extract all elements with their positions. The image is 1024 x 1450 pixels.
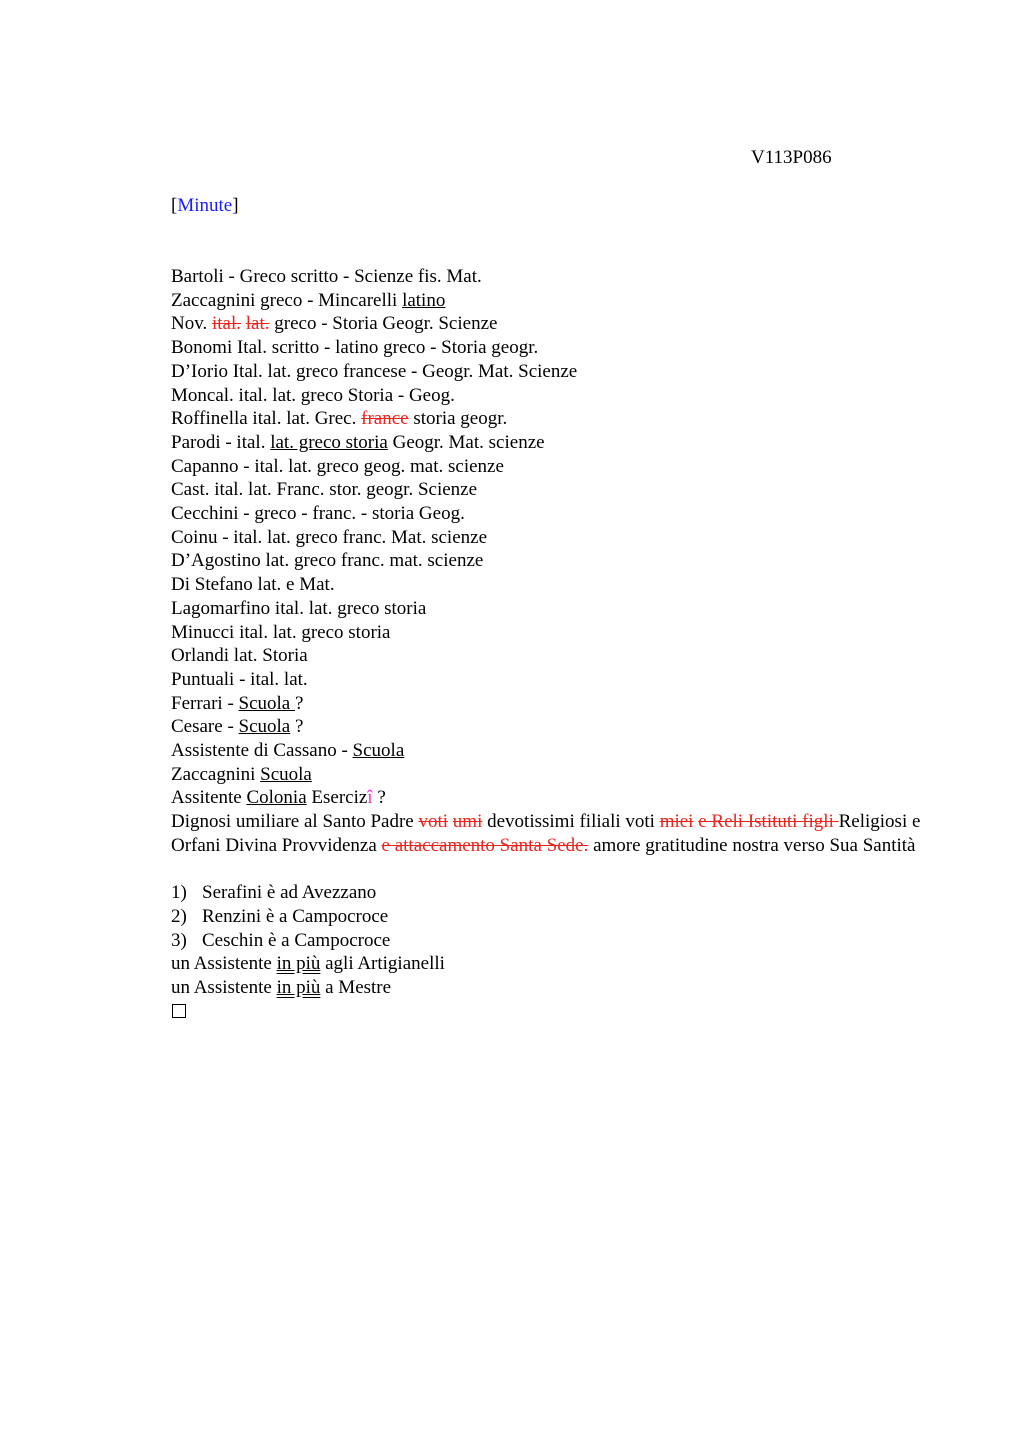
numbered-item: [171, 905, 971, 929]
text-run: Dignosi umiliare al Santo Padre: [171, 811, 419, 833]
text-line: [171, 952, 971, 976]
text-line: [171, 692, 971, 716]
underlined-text: Scuola: [238, 692, 295, 714]
text-line: Minucci ital. lat. greco storia: [171, 621, 391, 643]
item-text: Ceschin è a Campocroce: [202, 929, 391, 951]
item-number: 1): [171, 882, 187, 904]
text-run: un Assistente: [171, 953, 277, 975]
text-line: Capanno - ital. lat. greco geog. mat. scienze: [171, 455, 504, 477]
text-line: [171, 786, 971, 810]
deleted-text: miei: [659, 811, 694, 833]
item-number: 2): [171, 905, 187, 927]
text-run: storia geogr.: [408, 408, 508, 430]
text-line: D’Iorio Ital. lat. greco francese - Geogr. Mat. Scienze: [171, 360, 578, 382]
underlined-text: Scuola: [260, 763, 312, 785]
text-run: Zaccagnini greco - Mincarelli: [171, 289, 403, 311]
text-line: D’Agostino lat. greco franc. mat. scienze: [171, 550, 484, 572]
underlined-text: Scuola: [352, 740, 405, 762]
text-line: [171, 289, 971, 313]
text-run: Religiosi e Orfani Divina Provvidenza: [171, 811, 921, 856]
text-line: Moncal. ital. lat. greco Storia - Geog.: [171, 384, 455, 406]
underlined-text: lat. greco storia: [270, 431, 388, 453]
text-line: [171, 739, 971, 763]
text-line: [171, 976, 971, 1000]
deleted-text: umi: [452, 811, 483, 833]
underlined-text: Colonia: [246, 787, 307, 809]
document-body: [171, 265, 971, 1023]
petition-paragraph: [171, 810, 931, 857]
double-underlined-text: in più: [276, 977, 321, 999]
numbered-item: [171, 881, 971, 905]
exercise-word: [307, 787, 373, 808]
text-line: Cast. ital. lat. Franc. stor. geogr. Scienze: [171, 479, 478, 501]
underlined-text: Scuola: [238, 716, 291, 738]
deleted-text: voti: [418, 811, 449, 833]
text-line: [171, 715, 971, 739]
deleted-text: lat.: [245, 313, 270, 335]
spacer: [171, 858, 971, 882]
text-run: Assitente: [171, 787, 247, 809]
text-line: Bartoli - Greco scritto - Scienze fis. Mat.: [171, 266, 482, 287]
text-run: amore gratitudine nostra verso Sua Santità: [588, 834, 916, 856]
text-run: Ferrari -: [171, 692, 239, 714]
text-line: Di Stefano lat. e Mat.: [171, 574, 335, 596]
text-run: Parodi - ital.: [171, 431, 271, 453]
numbered-item: [171, 929, 971, 953]
text-line: [171, 407, 971, 431]
deleted-text: france: [361, 408, 409, 430]
text-line: [171, 431, 971, 455]
text-run: agli Artigianelli: [320, 953, 445, 975]
text-line: [171, 312, 971, 336]
text-run: Roffinella ital. lat. Grec.: [171, 408, 362, 430]
text-run: Eserciz: [306, 787, 368, 809]
insertion-mark: î: [367, 787, 373, 809]
text-run: ?: [295, 692, 304, 714]
text-run: greco - Storia Geogr. Scienze: [269, 313, 498, 335]
deleted-text: e attaccamento Santa Sede.: [381, 834, 589, 856]
bracket-close: ]: [232, 195, 239, 216]
minute-label: Minute: [177, 195, 233, 216]
text-line: Lagomarfino ital. lat. greco storia: [171, 597, 427, 619]
item-text: Renzini è a Campocroce: [202, 905, 389, 927]
double-underlined-text: in più: [276, 953, 321, 975]
text-line: Puntuali - ital. lat.: [171, 668, 308, 690]
deleted-text: ital.: [212, 313, 242, 335]
item-text: Serafini è ad Avezzano: [202, 882, 377, 904]
underlined-text: latino: [402, 289, 446, 311]
text-run: ?: [290, 716, 304, 738]
text-run: Zaccagnini: [171, 763, 261, 785]
text-run: Cesare -: [171, 716, 239, 738]
text-line: Cecchini - greco - franc. - storia Geog.: [171, 503, 465, 525]
text-run: Geogr. Mat. scienze: [387, 431, 545, 453]
text-line: Bonomi Ital. scritto - latino greco - Storia geogr.: [171, 337, 539, 359]
text-line: Coinu - ital. lat. greco franc. Mat. scienze: [171, 526, 488, 548]
document-reference: V113P086: [751, 147, 832, 168]
deleted-text: e Reli Istituti figli: [698, 811, 839, 833]
minute-header: [171, 195, 239, 217]
text-run: un Assistente: [171, 977, 277, 999]
text-run: ?: [372, 787, 386, 809]
item-number: 3): [171, 929, 187, 951]
text-run: a Mestre: [320, 977, 392, 999]
text-run: Assistente di Cassano -: [171, 740, 353, 762]
bracket-open: [: [171, 195, 178, 216]
text-line: [171, 763, 971, 787]
empty-box-icon: [172, 1004, 186, 1018]
text-run: devotissimi filiali voti: [482, 811, 660, 833]
text-line: [171, 1000, 971, 1024]
text-run: Nov.: [171, 313, 212, 335]
text-line: Orlandi lat. Storia: [171, 645, 308, 667]
